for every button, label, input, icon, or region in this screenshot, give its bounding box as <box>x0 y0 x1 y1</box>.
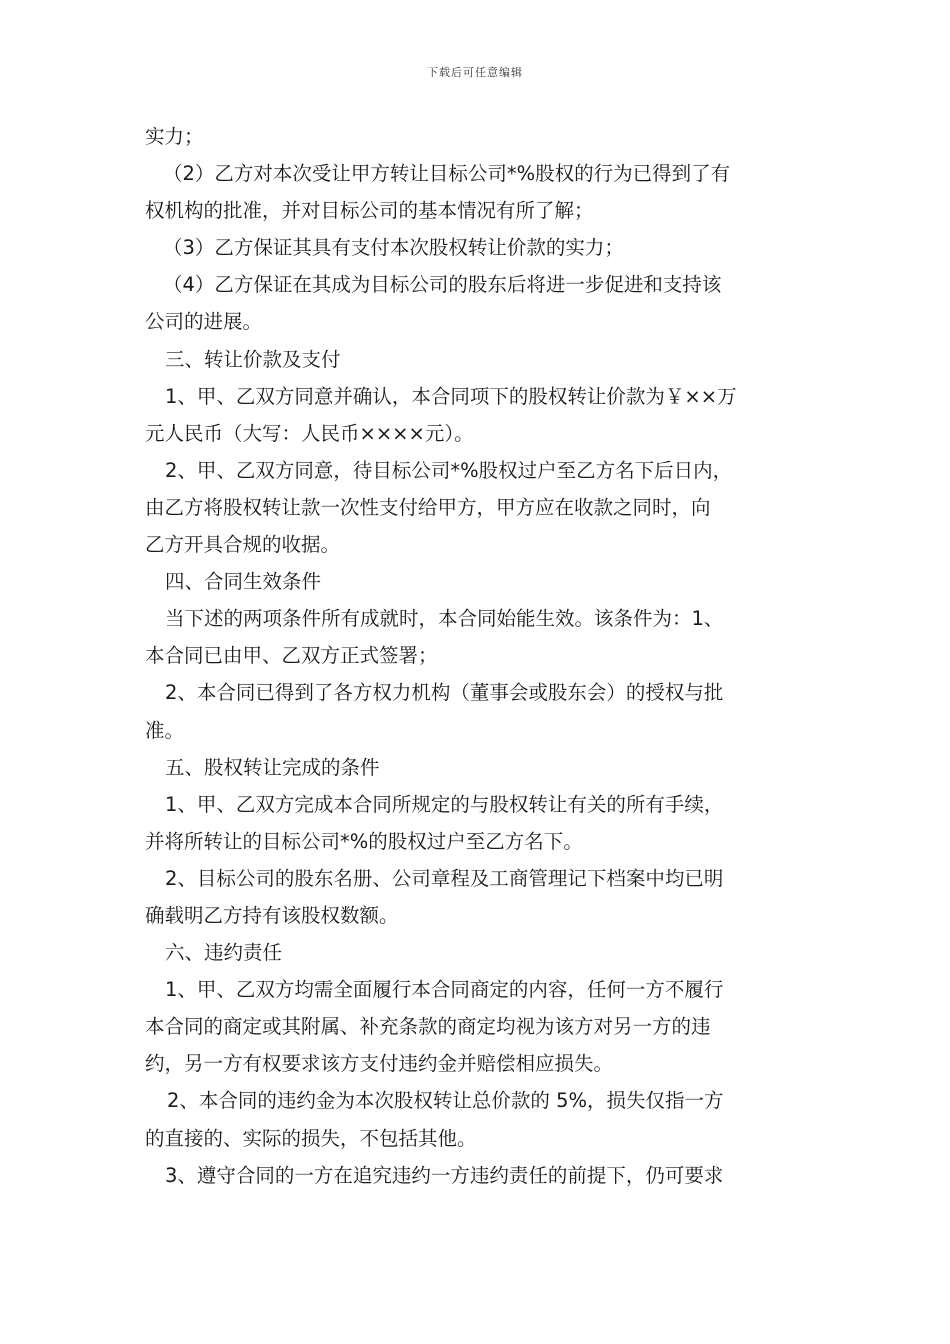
text-line: 四、合同生效条件 <box>165 570 322 594</box>
text-line: 1、甲、乙双方完成本合同所规定的与股权转让有关的所有手续， <box>165 792 724 816</box>
text-line: 准。 <box>145 718 185 742</box>
text-line: 公司的进展。 <box>145 310 263 334</box>
text-line: （3）乙方保证其具有支付本次股权转让价款的实力； <box>163 236 624 260</box>
text-line: 的直接的、实际的损失，不包括其他。 <box>145 1126 477 1150</box>
document-body <box>145 118 810 1194</box>
text-line: 乙方开具合规的收据。 <box>145 533 341 557</box>
text-line: 实力； <box>145 125 204 148</box>
text-line: 元人民币（大写：人民币××××元）。 <box>145 421 474 445</box>
text-line: 由乙方将股权转让款一次性支付给甲方，甲方应在收款之同时，向 <box>145 495 711 519</box>
text-line: 当下述的两项条件所有成就时，本合同始能生效。该条件为：1、 <box>165 607 724 631</box>
text-line: 权机构的批准，并对目标公司的基本情况有所了解； <box>145 199 594 223</box>
text-line: 2、本合同的违约金为本次股权转让总价款的 5%，损失仅指一方 <box>167 1089 724 1113</box>
text-line: 五、股权转让完成的条件 <box>165 755 380 779</box>
page-header: 下载后可任意编辑 <box>427 66 523 79</box>
text-line: 本合同的商定或其附属、补充条款的商定均视为该方对另一方的违 <box>145 1015 711 1039</box>
text-line: 约，另一方有权要求该方支付违约金并赔偿相应损失。 <box>145 1052 614 1076</box>
text-line: 3、遵守合同的一方在追究违约一方违约责任的前提下，仍可要求 <box>165 1163 724 1187</box>
text-line: 六、违约责任 <box>165 941 283 965</box>
text-line: 2、本合同已得到了各方权力机构（董事会或股东会）的授权与批 <box>165 681 724 705</box>
text-line: 2、目标公司的股东名册、公司章程及工商管理记下档案中均已明 <box>165 866 724 890</box>
text-line: （4）乙方保证在其成为目标公司的股东后将进一步促进和支持该 <box>163 273 722 297</box>
text-line: 1、甲、乙双方同意并确认，本合同项下的股权转让价款为￥××万 <box>165 384 737 408</box>
text-line: 确载明乙方持有该股权数额。 <box>145 903 399 927</box>
text-line: 1、甲、乙双方均需全面履行本合同商定的内容，任何一方不履行 <box>165 978 724 1002</box>
text-line: 三、转让价款及支付 <box>165 347 341 371</box>
text-line: 并将所转让的目标公司*%的股权过户至乙方名下。 <box>145 829 583 853</box>
text-line: （2）乙方对本次受让甲方转让目标公司*%股权的行为已得到了有 <box>163 162 731 186</box>
text-line: 2、甲、乙双方同意，待目标公司*%股权过户至乙方名下后日内， <box>165 458 733 482</box>
text-line: 本合同已由甲、乙双方正式签署； <box>145 644 438 668</box>
